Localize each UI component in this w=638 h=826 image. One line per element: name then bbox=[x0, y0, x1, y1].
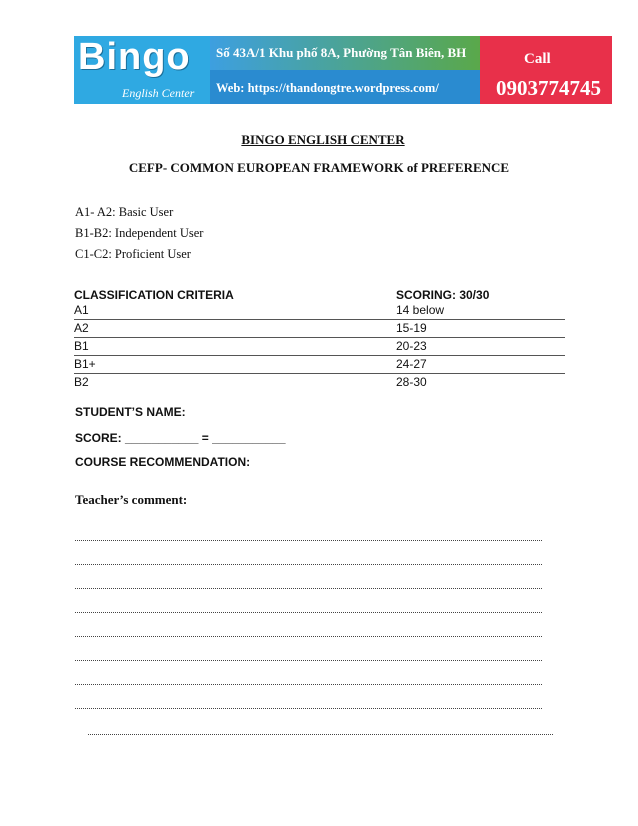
table-header-criteria: CLASSIFICATION CRITERIA bbox=[74, 288, 234, 302]
logo-subtext: English Center bbox=[122, 86, 195, 100]
call-block bbox=[480, 36, 612, 104]
table-header-scoring: SCORING: 30/30 bbox=[396, 288, 490, 302]
page-subtitle: CEFP- COMMON EUROPEAN FRAMEWORK of PREFERENCE bbox=[128, 160, 510, 175]
teacher-comment-label: Teacher’s comment: bbox=[75, 492, 188, 507]
comment-line[interactable] bbox=[75, 612, 542, 614]
comment-line[interactable] bbox=[75, 540, 542, 542]
level-item: A1- A2: Basic User bbox=[75, 205, 174, 219]
contact-block bbox=[210, 36, 480, 104]
table-row: A1 14 below bbox=[74, 301, 565, 320]
comment-line[interactable] bbox=[75, 636, 542, 638]
comment-line[interactable] bbox=[75, 708, 542, 710]
table-row: B1+ 24-27 bbox=[74, 355, 565, 374]
table-row: A2 15-19 bbox=[74, 319, 565, 338]
comment-line[interactable] bbox=[75, 684, 542, 686]
comment-line[interactable] bbox=[75, 588, 542, 590]
level-item: B1-B2: Independent User bbox=[75, 226, 204, 240]
logo-block bbox=[74, 36, 210, 104]
score-field[interactable]: SCORE: ___________ = ___________ bbox=[75, 431, 286, 445]
course-recommendation-label: COURSE RECOMMENDATION: bbox=[75, 455, 251, 469]
website-text: Web: https://thandongtre.wordpress.com/ bbox=[216, 81, 439, 95]
logo-text: Bingo bbox=[78, 36, 191, 78]
table-row: B1 20-23 bbox=[74, 337, 565, 356]
student-name-label: STUDENT’S NAME: bbox=[75, 405, 186, 419]
comment-line[interactable] bbox=[88, 734, 553, 736]
phone-number: 0903774745 bbox=[496, 76, 601, 100]
page-title: BINGO ENGLISH CENTER bbox=[241, 132, 405, 147]
call-label: Call bbox=[524, 51, 551, 67]
comment-line[interactable] bbox=[75, 660, 542, 662]
comment-line[interactable] bbox=[75, 564, 542, 566]
header-banner bbox=[74, 36, 612, 104]
level-item: C1-C2: Proficient User bbox=[75, 247, 191, 261]
table-row: B2 28-30 bbox=[74, 375, 427, 389]
address-text: Số 43A/1 Khu phố 8A, Phường Tân Biên, BH bbox=[216, 45, 467, 60]
